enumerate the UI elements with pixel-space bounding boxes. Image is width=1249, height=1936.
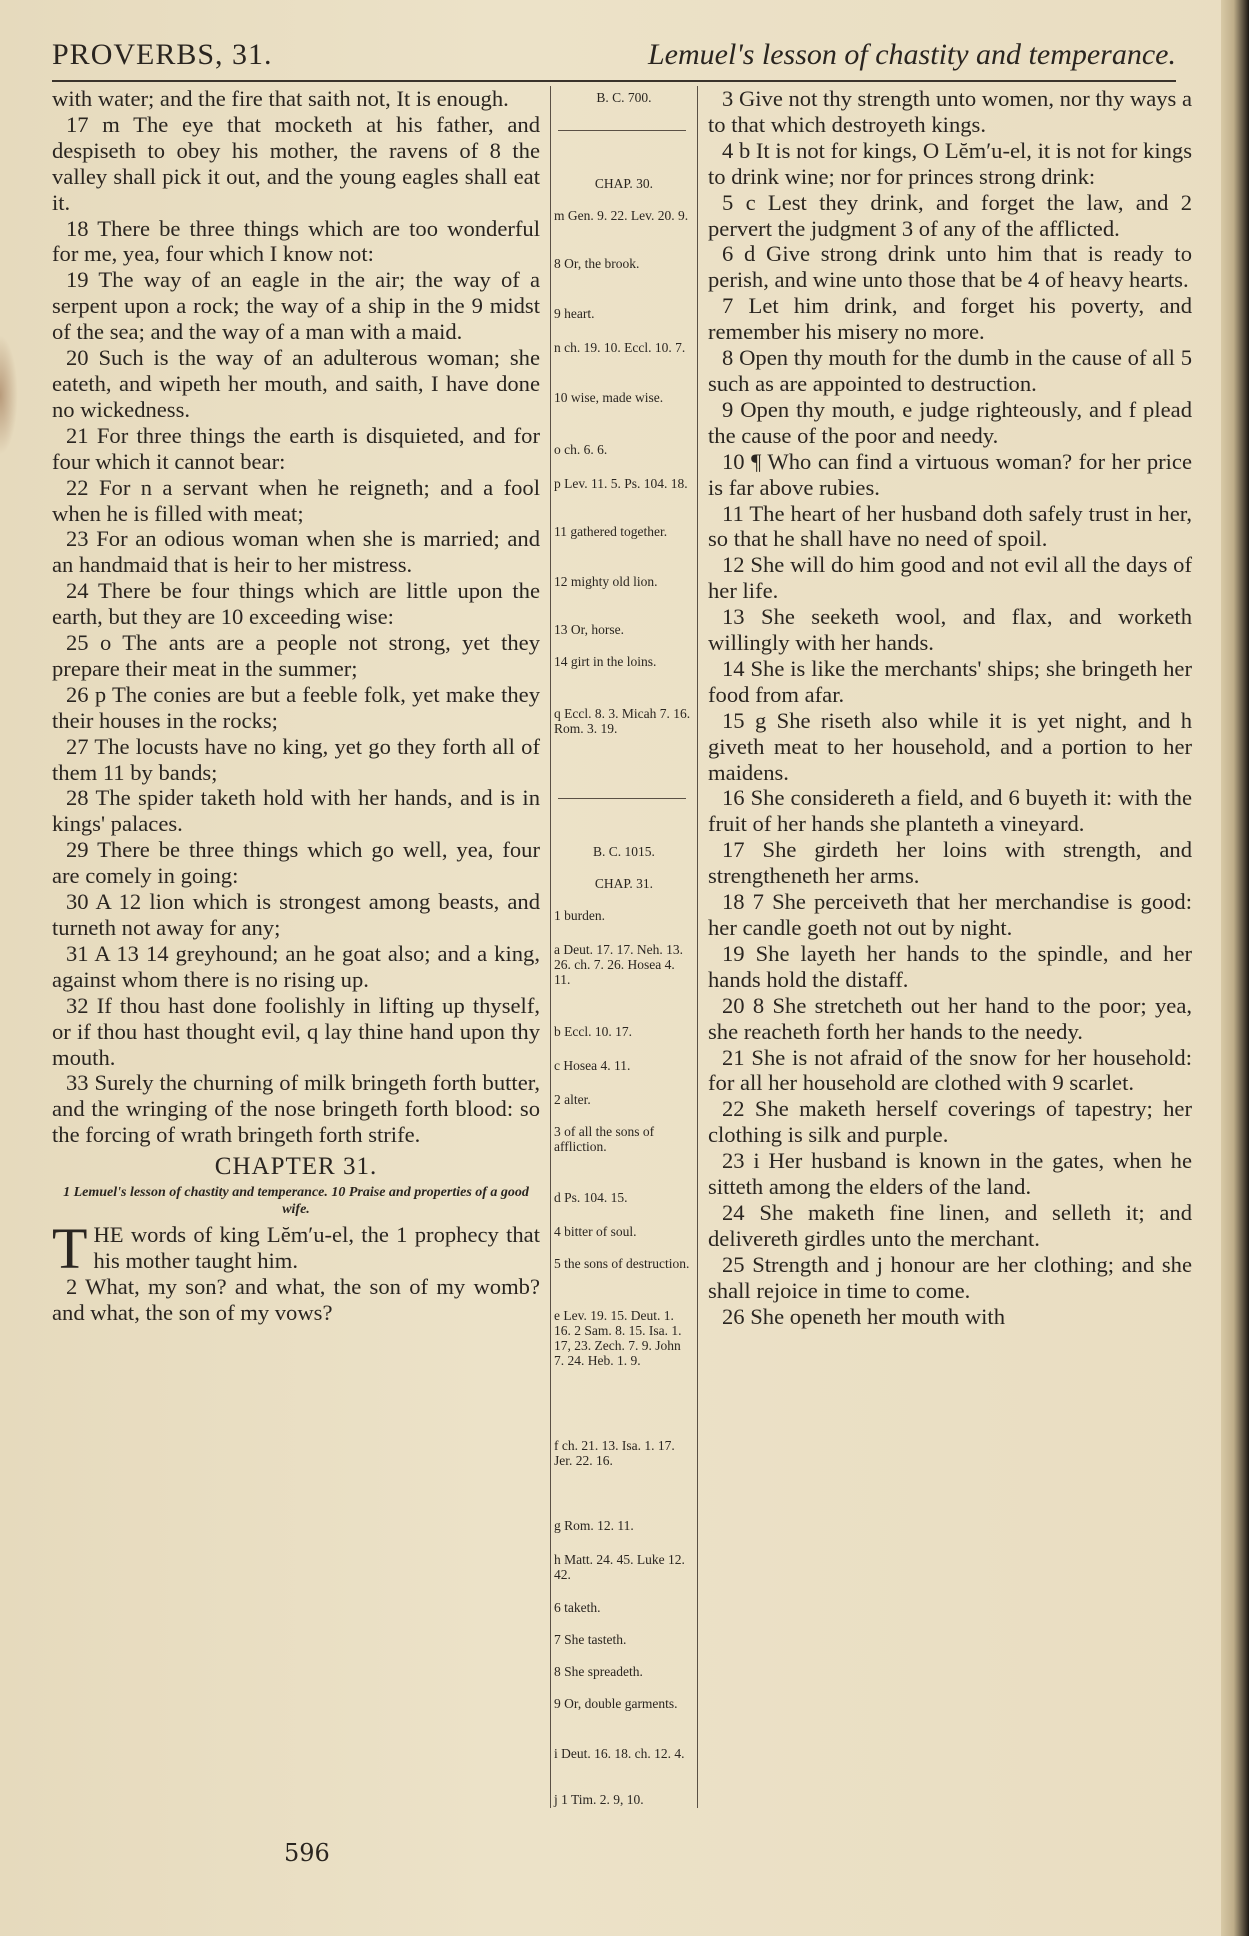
verse: 3 Give not thy strength unto women, nor thy ways a to that which destroyeth kings.	[708, 86, 1193, 137]
margin-note: j 1 Tim. 2. 9, 10.	[554, 1792, 644, 1807]
margin-note: n ch. 19. 10. Eccl. 10. 7.	[554, 340, 686, 355]
verse: 20 8 She stretcheth out her hand to the poor; yea, she reacheth forth her hands to the needy.	[708, 992, 1192, 1044]
verse: 10 ¶ Who can find a virtuous woman? for her price is far above rubies.	[708, 448, 1192, 500]
running-title: Lemuel's lesson of chastity and temperance.	[648, 38, 1176, 71]
verse: 24 She maketh fine linen, and selleth it; and delivereth girdles unto the merchant.	[708, 1199, 1192, 1251]
margin-note: 8 She spreadeth.	[554, 1664, 643, 1679]
verse: 28 The spider taketh hold with her hands, and is in kings' palaces.	[52, 785, 540, 837]
left-column	[52, 86, 540, 1326]
margin-note: 13 Or, horse.	[554, 622, 624, 637]
margin-note: g Rom. 12. 11.	[554, 1518, 634, 1533]
verse-text: HE words of king Lĕm′u-el, the 1 prophecy that his mother taught him.	[93, 1222, 540, 1273]
chapter-summary: 1 Lemuel's lesson of chastity and temperance. 10 Praise and properties of a good wife.	[63, 1185, 529, 1218]
margin-note: i Deut. 16. 18. ch. 12. 4.	[554, 1746, 685, 1761]
column-rule-right	[697, 86, 698, 1808]
column-rule-left	[550, 86, 551, 1808]
drop-capital: T	[52, 1216, 88, 1282]
margin-note: p Lev. 11. 5. Ps. 104. 18.	[554, 476, 688, 491]
margin-note: 2 alter.	[554, 1092, 591, 1107]
page-number: 596	[284, 1839, 330, 1867]
verse: 17 m The eye that mocketh at his father, and despiseth to obey his mother, the ravens of 8 the valley shall pick it out, and the young eagles shall eat it.	[52, 111, 540, 215]
margin-note: q Eccl. 8. 3. Micah 7. 16. Rom. 3. 19.	[554, 706, 691, 736]
verse: 8 Open thy mouth for the dumb in the cause of all 5 such as are appointed to destruction.	[708, 345, 1192, 396]
verse: 24 There be four things which are little upon the earth, but they are 10 exceeding wise:	[52, 578, 540, 630]
margin-note: m Gen. 9. 22. Lev. 20. 9.	[554, 208, 689, 223]
margin-note: e Lev. 19. 15. Deut. 1. 16. 2 Sam. 8. 15. Isa. 1. 17, 23. Zech. 7. 9. John 7. 24. Heb. 1. 9.	[554, 1308, 682, 1368]
verse: 2 What, my son? and what, the son of my womb? and what, the son of my vows?	[52, 1273, 540, 1325]
margin-chapter: CHAP. 30.	[594, 176, 654, 191]
margin-date: B. C. 700.	[596, 90, 652, 105]
margin-note: 9 heart.	[554, 306, 595, 321]
verse: 13 She seeketh wool, and flax, and worketh willingly with her hands.	[708, 604, 1192, 656]
margin-note: h Matt. 24. 45. Luke 12. 42.	[554, 1552, 685, 1582]
verse: 12 She will do him good and not evil all the days of her life.	[708, 552, 1192, 604]
margin-note: 6 taketh.	[554, 1600, 601, 1615]
verse: 15 g She riseth also while it is yet night, and h giveth meat to her household, and a portion to her maidens.	[708, 707, 1192, 785]
margin-note: 3 of all the sons of affliction.	[554, 1124, 655, 1154]
verse: 23 For an odious woman when she is married; and an handmaid that is heir to her mistress.	[52, 526, 540, 578]
margin-chapter: CHAP. 31.	[594, 876, 654, 891]
verse: 16 She considereth a field, and 6 buyeth it: with the fruit of her hands she planteth a vineyard.	[708, 785, 1192, 837]
margin-note: 12 mighty old lion.	[554, 574, 658, 589]
verse: with water; and the fire that saith not, It is enough.	[52, 86, 509, 111]
page-stain	[0, 335, 18, 455]
verse: 25 o The ants are a people not strong, yet they prepare their meat in the summer;	[52, 630, 540, 681]
margin-note: o ch. 6. 6.	[554, 442, 608, 457]
verse: 26 She openeth her mouth with	[722, 1303, 1006, 1329]
margin-note: 14 girt in the loins.	[554, 654, 657, 669]
verse: 22 She maketh herself coverings of tapestry; her clothing is silk and purple.	[708, 1096, 1192, 1148]
verse: 7 Let him drink, and forget his poverty, and remember his misery no more.	[708, 293, 1192, 345]
margin-note: b Eccl. 10. 17.	[554, 1024, 632, 1039]
verse: 29 There be three things which go well, yea, four are comely in going:	[52, 837, 540, 889]
verse: 33 Surely the churning of milk bringeth forth butter, and the wringing of the nose bringeth forth blood: so the forcing of wrath bringeth forth strife.	[52, 1070, 540, 1148]
verse: 17 She girdeth her loins with strength, and strengtheneth her arms.	[708, 837, 1192, 889]
margin-note: 1 burden.	[554, 908, 605, 923]
verse: 23 i Her husband is known in the gates, when he sitteth among the elders of the land.	[708, 1148, 1192, 1200]
margin-note: c Hosea 4. 11.	[554, 1058, 631, 1073]
margin-note: 10 wise, made wise.	[554, 390, 664, 405]
book-title: PROVERBS, 31.	[52, 38, 273, 71]
verse: 21 For three things the earth is disquieted, and for four which it cannot bear:	[52, 422, 540, 474]
verse: 26 p The conies are but a feeble folk, yet make they their houses in the rocks;	[52, 681, 540, 733]
verse: 31 A 13 14 greyhound; an he goat also; and a king, against whom there is no rising up.	[52, 940, 540, 992]
page-header	[52, 36, 1176, 82]
margin-divider	[558, 130, 686, 131]
verse: 14 She is like the merchants' ships; she bringeth her food from afar.	[708, 655, 1192, 707]
verse: 21 She is not afraid of the snow for her household: for all her household are clothed with 9 scarlet.	[708, 1044, 1192, 1096]
verse: 20 Such is the way of an adulterous woman; she eateth, and wipeth her mouth, and saith, I have done no wickedness.	[52, 345, 540, 422]
verse: 9 Open thy mouth, e judge righteously, and f plead the cause of the poor and needy.	[708, 396, 1192, 448]
margin-note: a Deut. 17. 17. Neh. 13. 26. ch. 7. 26. Hosea 4. 11.	[554, 942, 683, 987]
margin-note: 8 Or, the brook.	[554, 256, 640, 271]
verse: 25 Strength and j honour are her clothing; and she shall rejoice in time to come.	[708, 1251, 1192, 1303]
margin-note: 4 bitter of soul.	[554, 1224, 637, 1239]
margin-note: 5 the sons of destruction.	[554, 1256, 690, 1271]
verse: 27 The locusts have no king, yet go they forth all of them 11 by bands;	[52, 733, 540, 785]
verse: 18 There be three things which are too wonderful for me, yea, four which I know not:	[52, 215, 540, 267]
verse: 11 The heart of her husband doth safely trust in her, so that he shall have no need of spoil.	[708, 500, 1192, 552]
right-column	[708, 86, 1192, 1330]
verse: 30 A 12 lion which is strongest among beasts, and turneth not away for any;	[52, 889, 540, 940]
margin-note: 9 Or, double garments.	[554, 1696, 678, 1711]
verse: 19 She layeth her hands to the spindle, and her hands hold the distaff.	[708, 940, 1192, 992]
margin-note: 7 She tasteth.	[554, 1632, 627, 1647]
verse: 5 c Lest they drink, and forget the law, and 2 pervert the judgment 3 of any of the afflicted.	[708, 189, 1192, 241]
page-edge	[1221, 0, 1249, 1936]
chapter-first-verse	[52, 1216, 540, 1282]
margin-note: 11 gathered together.	[554, 524, 668, 539]
margin-divider	[558, 798, 686, 799]
verse: 22 For n a servant when he reigneth; and a fool when he is filled with meat;	[52, 474, 540, 526]
verse: 19 The way of an eagle in the air; the way of a serpent upon a rock; the way of a ship in the 9 midst of the sea; and the way of a man with a maid.	[52, 267, 540, 345]
center-margin-references	[554, 86, 694, 1808]
verse: 4 b It is not for kings, O Lĕm′u-el, it is not for kings to drink wine; nor for princes strong drink:	[708, 137, 1192, 189]
margin-note: f ch. 21. 13. Isa. 1. 17. Jer. 22. 16.	[554, 1438, 675, 1468]
verse: 18 7 She perceiveth that her merchandise is good: her candle goeth not out by night.	[708, 889, 1192, 940]
verse: 6 d Give strong drink unto him that is ready to perish, and wine unto those that be 4 of heavy hearts.	[708, 241, 1192, 293]
chapter-heading: CHAPTER 31.	[214, 1153, 378, 1181]
verse: 32 If thou hast done foolishly in lifting up thyself, or if thou hast thought evil, q lay thine hand upon thy mouth.	[52, 992, 540, 1070]
margin-date: B. C. 1015.	[593, 844, 655, 859]
margin-note: d Ps. 104. 15.	[554, 1190, 628, 1205]
